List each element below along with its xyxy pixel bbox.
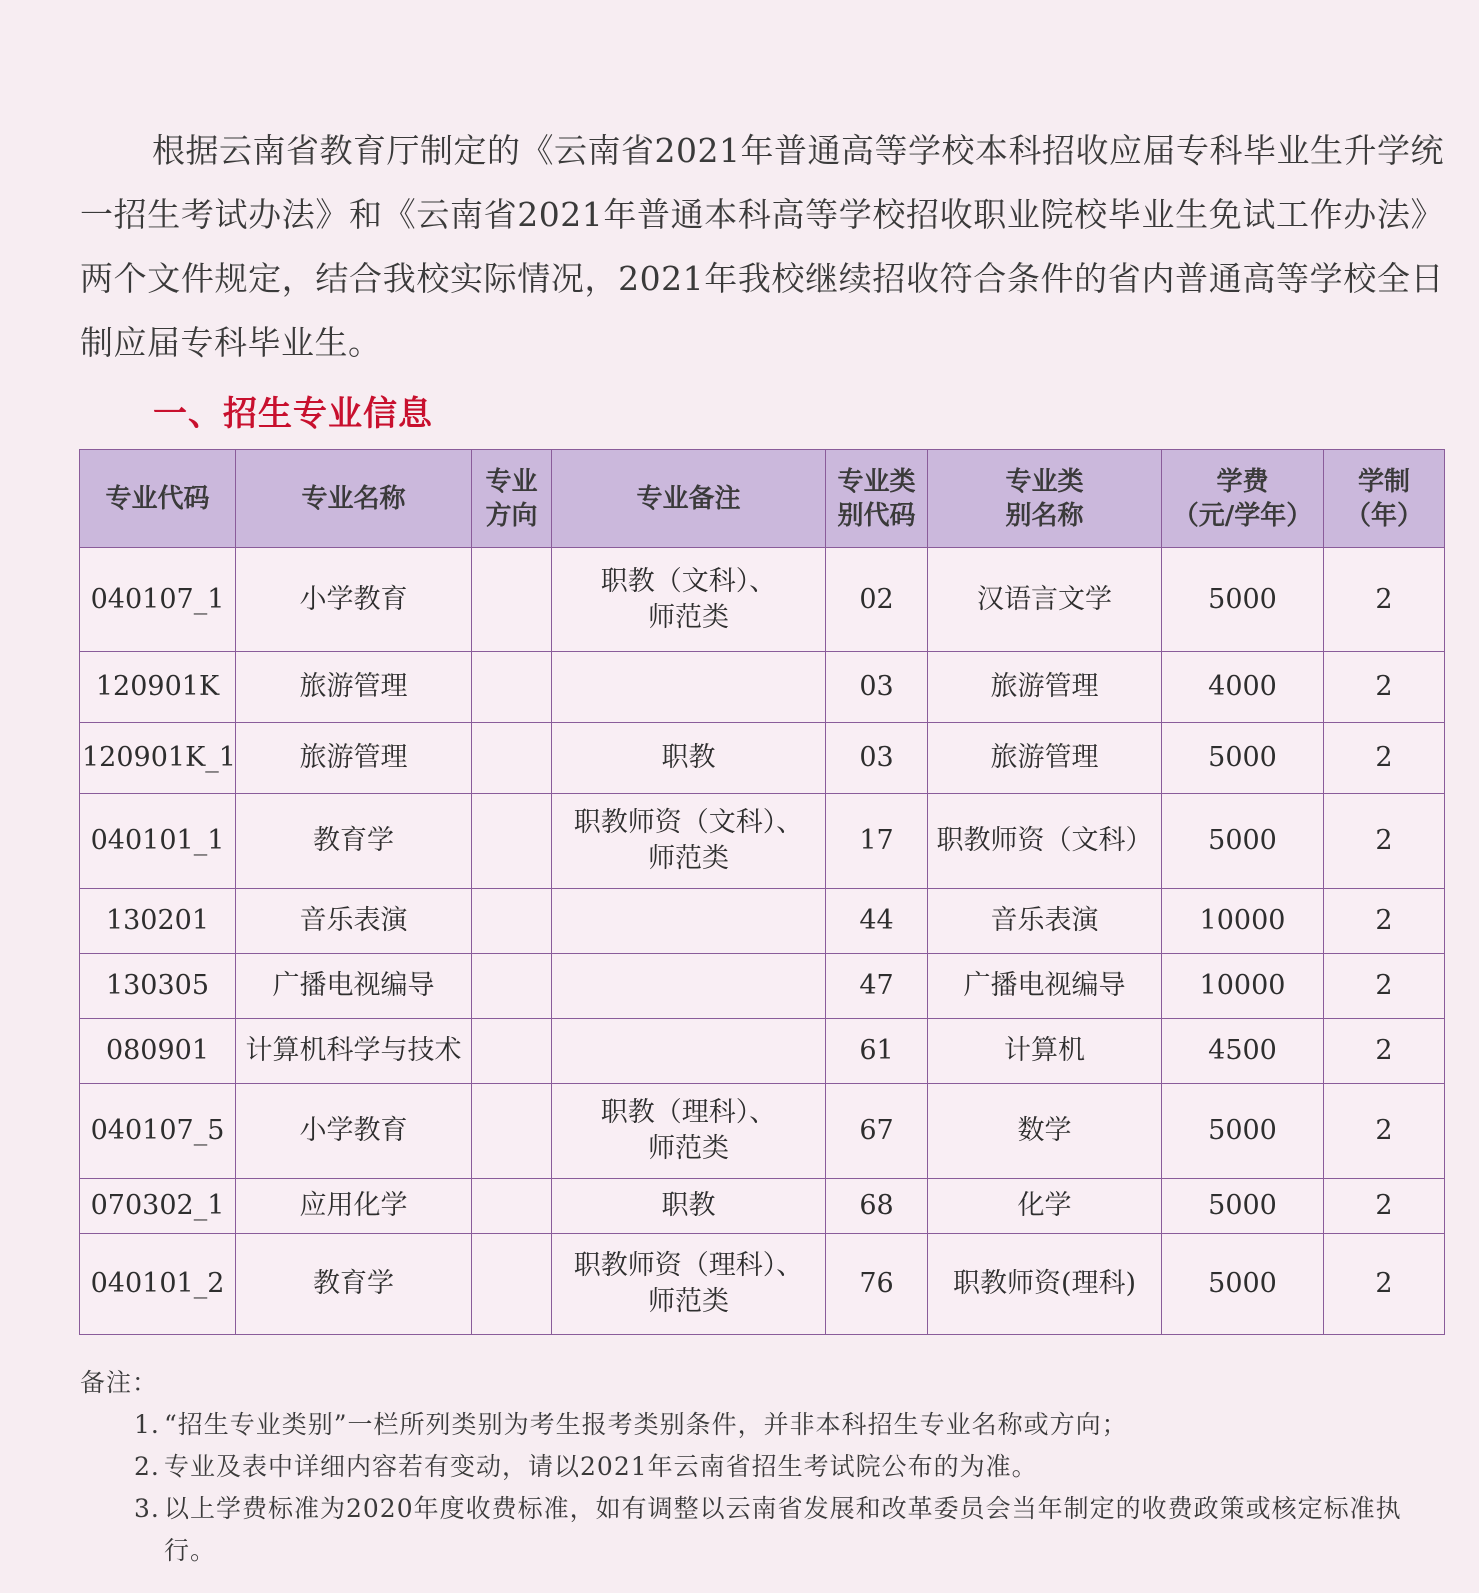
header-major-name: 专业名称 (236, 450, 472, 548)
table-row (80, 548, 1445, 652)
cell-major-direction (472, 1019, 552, 1084)
cell-major-note (552, 889, 826, 954)
header-direction-line2: 方向 (485, 500, 538, 531)
cell-major-direction (472, 652, 552, 723)
intro-paragraph: 根据云南省教育厅制定的《云南省2021年普通高等学校本科招收应届专科毕业生升学统一招生考试办法》和《云南省2021年普通本科高等学校招收职业院校毕业生免试工作办法》两个文件规定，结合我校实际情况，2021年我校继续招收符合条件的省内普通高等学校全日制应届专科毕业生。 (80, 131, 1444, 362)
cell-major-name: 小学教育 (236, 548, 472, 652)
cell-major-note (552, 1084, 826, 1179)
header-major-note: 专业备注 (552, 450, 826, 548)
cell-major-direction (472, 548, 552, 652)
cell-major-note (552, 1019, 826, 1084)
header-category-name-line1: 专业类 (1005, 466, 1084, 497)
header-tuition-line1: 学费 (1216, 466, 1269, 497)
remark-number: 2. (134, 1452, 160, 1481)
remark-text: 以上学费标准为2020年度收费标准，如有调整以云南省发展和改革委员会当年制定的收费政策或核定标准执行。 (164, 1494, 1402, 1565)
note-line1: 职教（文科）、 (600, 565, 777, 597)
cell-tuition: 10000 (1162, 954, 1324, 1019)
note-line2: 师范类 (648, 1133, 729, 1164)
remarks-label: 备注： (80, 1368, 159, 1397)
cell-major-note (552, 723, 826, 794)
cell-category-code: 03 (826, 652, 928, 723)
cell-category-name: 化学 (928, 1179, 1162, 1234)
header-category-code-line2: 别代码 (837, 500, 916, 531)
cell-major-direction (472, 954, 552, 1019)
cell-duration: 2 (1324, 1019, 1445, 1084)
cell-major-code: 120901K (80, 652, 236, 723)
header-category-name (928, 450, 1162, 548)
header-tuition-line2: （元/学年） (1172, 500, 1313, 531)
table-row (80, 1084, 1445, 1179)
cell-major-name: 旅游管理 (236, 652, 472, 723)
cell-category-code: 02 (826, 548, 928, 652)
cell-duration: 2 (1324, 954, 1445, 1019)
cell-major-code: 080901 (80, 1019, 236, 1084)
table-row (80, 889, 1445, 954)
note-line1: 职教师资（理科）、 (573, 1250, 804, 1281)
cell-major-name: 广播电视编导 (236, 954, 472, 1019)
header-category-name-line2: 别名称 (1005, 500, 1084, 531)
cell-category-name: 广播电视编导 (928, 954, 1162, 1019)
note-line1: 职教 (661, 742, 716, 773)
header-duration-line1: 学制 (1357, 466, 1410, 497)
cell-major-note (552, 548, 826, 652)
cell-major-name: 计算机科学与技术 (236, 1019, 472, 1084)
cell-major-code: 120901K_1 (80, 723, 236, 794)
cell-major-note (552, 954, 826, 1019)
cell-duration: 2 (1324, 1234, 1445, 1335)
remarks-section (80, 1362, 1444, 1572)
cell-major-direction (472, 1084, 552, 1179)
cell-category-code: 76 (826, 1234, 928, 1335)
table-row (80, 954, 1445, 1019)
cell-major-note (552, 1179, 826, 1234)
section-title: 一、招生专业信息 (153, 394, 433, 434)
cell-category-code: 44 (826, 889, 928, 954)
cell-major-name: 教育学 (236, 794, 472, 889)
cell-major-name: 应用化学 (236, 1179, 472, 1234)
cell-category-name: 音乐表演 (928, 889, 1162, 954)
cell-duration: 2 (1324, 1084, 1445, 1179)
header-category-code (826, 450, 928, 548)
table-row (80, 652, 1445, 723)
cell-tuition: 10000 (1162, 889, 1324, 954)
cell-major-name: 旅游管理 (236, 723, 472, 794)
table-row (80, 1234, 1445, 1335)
cell-tuition: 5000 (1162, 548, 1324, 652)
cell-category-name: 汉语言文学 (928, 548, 1162, 652)
cell-category-code: 03 (826, 723, 928, 794)
cell-major-note (552, 794, 826, 889)
header-tuition (1162, 450, 1324, 548)
cell-category-name: 职教师资（文科） (928, 794, 1162, 889)
table-row (80, 794, 1445, 889)
note-line2: 师范类 (648, 843, 729, 874)
cell-major-note (552, 652, 826, 723)
cell-major-code: 040107_1 (80, 548, 236, 652)
table-row (80, 1179, 1445, 1234)
remark-text: “招生专业类别”一栏所列类别为考生报考类别条件，并非本科招生专业名称或方向； (164, 1410, 1128, 1439)
remark-number: 3. (134, 1494, 160, 1523)
cell-tuition: 5000 (1162, 794, 1324, 889)
header-direction-line1: 专业 (485, 466, 538, 497)
remark-item (134, 1488, 1444, 1572)
header-duration-line2: （年） (1344, 500, 1423, 531)
cell-tuition: 5000 (1162, 723, 1324, 794)
note-line1: 职教 (661, 1190, 716, 1221)
header-category-code-line1: 专业类 (837, 466, 916, 497)
cell-major-code: 040107_5 (80, 1084, 236, 1179)
cell-major-code: 040101_2 (80, 1234, 236, 1335)
cell-major-code: 040101_1 (80, 794, 236, 889)
majors-table (79, 449, 1445, 1335)
cell-tuition: 4000 (1162, 652, 1324, 723)
header-major-code: 专业代码 (80, 450, 236, 548)
cell-duration: 2 (1324, 652, 1445, 723)
cell-tuition: 4500 (1162, 1019, 1324, 1084)
cell-major-name: 教育学 (236, 1234, 472, 1335)
cell-category-name: 旅游管理 (928, 723, 1162, 794)
table-row (80, 1019, 1445, 1084)
cell-major-direction (472, 1234, 552, 1335)
header-major-direction (472, 450, 552, 548)
remark-number: 1. (134, 1410, 160, 1439)
cell-major-code: 070302_1 (80, 1179, 236, 1234)
note-line2: 师范类 (648, 1286, 729, 1317)
cell-duration: 2 (1324, 1179, 1445, 1234)
cell-major-code: 130305 (80, 954, 236, 1019)
cell-major-direction (472, 794, 552, 889)
cell-duration: 2 (1324, 723, 1445, 794)
table-row (80, 723, 1445, 794)
cell-major-name: 小学教育 (236, 1084, 472, 1179)
cell-major-direction (472, 889, 552, 954)
cell-category-name: 职教师资(理科) (928, 1234, 1162, 1335)
remark-item (134, 1446, 1444, 1488)
remarks-list (80, 1404, 1444, 1572)
cell-major-name: 音乐表演 (236, 889, 472, 954)
note-line2: 师范类 (648, 601, 729, 633)
cell-major-direction (472, 1179, 552, 1234)
cell-tuition: 5000 (1162, 1179, 1324, 1234)
cell-category-code: 47 (826, 954, 928, 1019)
note-line1: 职教（理科）、 (600, 1097, 777, 1128)
cell-category-code: 68 (826, 1179, 928, 1234)
note-line1: 职教师资（文科）、 (573, 807, 804, 838)
cell-major-direction (472, 723, 552, 794)
cell-category-code: 17 (826, 794, 928, 889)
remark-item (134, 1404, 1444, 1446)
cell-category-name: 计算机 (928, 1019, 1162, 1084)
cell-major-note (552, 1234, 826, 1335)
cell-category-code: 67 (826, 1084, 928, 1179)
cell-major-code: 130201 (80, 889, 236, 954)
cell-tuition: 5000 (1162, 1084, 1324, 1179)
cell-category-code: 61 (826, 1019, 928, 1084)
header-duration (1324, 450, 1445, 548)
cell-duration: 2 (1324, 889, 1445, 954)
cell-duration: 2 (1324, 794, 1445, 889)
cell-tuition: 5000 (1162, 1234, 1324, 1335)
cell-duration: 2 (1324, 548, 1445, 652)
cell-category-name: 数学 (928, 1084, 1162, 1179)
table-header-row (80, 450, 1445, 548)
remark-text: 专业及表中详细内容若有变动，请以2021年云南省招生考试院公布的为准。 (164, 1452, 1038, 1481)
cell-category-name: 旅游管理 (928, 652, 1162, 723)
